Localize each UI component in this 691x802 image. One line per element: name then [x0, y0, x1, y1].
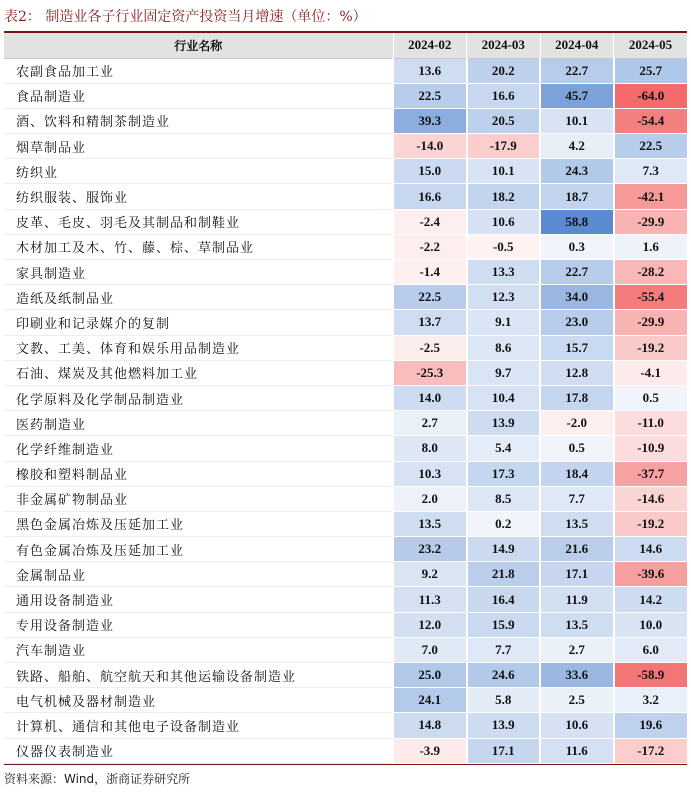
- value-cell: 13.9: [467, 411, 541, 436]
- bottom-rule: [4, 764, 687, 765]
- value-cell: 11.6: [540, 738, 614, 763]
- value-cell: 58.8: [540, 209, 614, 234]
- value-cell: 17.1: [540, 562, 614, 587]
- value-cell: -14.6: [614, 486, 688, 511]
- table-row: [4, 310, 687, 335]
- value-cell: 22.5: [393, 285, 467, 310]
- value-cell: 0.2: [467, 511, 541, 536]
- value-cell: 17.8: [540, 385, 614, 410]
- industry-name: 计算机、通信和其他电子设备制造业: [4, 713, 393, 738]
- table-body: [4, 58, 687, 763]
- value-cell: 17.3: [467, 461, 541, 486]
- value-cell: 25.7: [614, 58, 688, 83]
- table-row: [4, 385, 687, 410]
- value-cell: -54.4: [614, 108, 688, 133]
- value-cell: -29.9: [614, 310, 688, 335]
- value-cell: 11.9: [540, 587, 614, 612]
- value-cell: 10.6: [540, 713, 614, 738]
- value-cell: 33.6: [540, 663, 614, 688]
- value-cell: 8.5: [467, 486, 541, 511]
- value-cell: -10.9: [614, 436, 688, 461]
- value-cell: 22.5: [614, 134, 688, 159]
- value-cell: -2.4: [393, 209, 467, 234]
- industry-name: 食品制造业: [4, 83, 393, 108]
- value-cell: 4.2: [540, 134, 614, 159]
- industry-name: 铁路、船舶、航空航天和其他运输设备制造业: [4, 663, 393, 688]
- value-cell: 17.1: [467, 738, 541, 763]
- industry-name: 皮革、毛皮、羽毛及其制品和制鞋业: [4, 209, 393, 234]
- value-cell: 18.4: [540, 461, 614, 486]
- value-cell: 9.1: [467, 310, 541, 335]
- value-cell: -42.1: [614, 184, 688, 209]
- table-row: [4, 184, 687, 209]
- value-cell: 14.0: [393, 385, 467, 410]
- industry-name: 通用设备制造业: [4, 587, 393, 612]
- industry-name: 酒、饮料和精制茶制造业: [4, 108, 393, 133]
- header-industry: 行业名称: [4, 33, 393, 58]
- industry-name: 仪器仪表制造业: [4, 738, 393, 763]
- value-cell: 13.9: [467, 713, 541, 738]
- value-cell: 45.7: [540, 83, 614, 108]
- value-cell: 0.5: [614, 385, 688, 410]
- value-cell: 6.0: [614, 637, 688, 662]
- value-cell: 12.8: [540, 360, 614, 385]
- industry-name: 农副食品加工业: [4, 58, 393, 83]
- industry-name: 印刷业和记录媒介的复制: [4, 310, 393, 335]
- value-cell: -0.5: [467, 234, 541, 259]
- table-row: [4, 285, 687, 310]
- table-row: [4, 461, 687, 486]
- industry-name: 文教、工美、体育和娱乐用品制造业: [4, 335, 393, 360]
- value-cell: 7.7: [467, 637, 541, 662]
- value-cell: -3.9: [393, 738, 467, 763]
- table-row: [4, 159, 687, 184]
- value-cell: 5.4: [467, 436, 541, 461]
- value-cell: 1.6: [614, 234, 688, 259]
- value-cell: 10.6: [467, 209, 541, 234]
- value-cell: -17.2: [614, 738, 688, 763]
- value-cell: -29.9: [614, 209, 688, 234]
- value-cell: 39.3: [393, 108, 467, 133]
- value-cell: 2.7: [393, 411, 467, 436]
- value-cell: 15.9: [467, 612, 541, 637]
- data-table: [4, 33, 687, 764]
- table-row: [4, 58, 687, 83]
- industry-name: 木材加工及木、竹、藤、棕、草制品业: [4, 234, 393, 259]
- table-row: [4, 713, 687, 738]
- table-row: [4, 108, 687, 133]
- value-cell: 18.2: [467, 184, 541, 209]
- industry-name: 电气机械及器材制造业: [4, 688, 393, 713]
- industry-name: 化学纤维制造业: [4, 436, 393, 461]
- value-cell: 22.7: [540, 260, 614, 285]
- value-cell: -2.5: [393, 335, 467, 360]
- value-cell: 10.1: [540, 108, 614, 133]
- value-cell: 16.4: [467, 587, 541, 612]
- value-cell: -28.2: [614, 260, 688, 285]
- table-row: [4, 436, 687, 461]
- table-row: [4, 486, 687, 511]
- table-row: [4, 411, 687, 436]
- table-row: [4, 209, 687, 234]
- value-cell: 12.3: [467, 285, 541, 310]
- industry-name: 非金属矿物制品业: [4, 486, 393, 511]
- value-cell: 21.6: [540, 537, 614, 562]
- value-cell: 23.2: [393, 537, 467, 562]
- table-row: [4, 360, 687, 385]
- value-cell: -64.0: [614, 83, 688, 108]
- value-cell: 2.7: [540, 637, 614, 662]
- industry-name: 烟草制品业: [4, 134, 393, 159]
- value-cell: 2.0: [393, 486, 467, 511]
- industry-name: 化学原料及化学制品制造业: [4, 385, 393, 410]
- value-cell: 23.0: [540, 310, 614, 335]
- value-cell: 21.8: [467, 562, 541, 587]
- value-cell: 16.6: [393, 184, 467, 209]
- industry-name: 黑色金属冶炼及压延加工业: [4, 511, 393, 536]
- value-cell: 10.4: [467, 385, 541, 410]
- value-cell: 16.6: [467, 83, 541, 108]
- value-cell: -37.7: [614, 461, 688, 486]
- value-cell: 2.5: [540, 688, 614, 713]
- value-cell: -39.6: [614, 562, 688, 587]
- value-cell: -2.0: [540, 411, 614, 436]
- value-cell: -55.4: [614, 285, 688, 310]
- table-row: [4, 537, 687, 562]
- value-cell: 0.5: [540, 436, 614, 461]
- value-cell: 34.0: [540, 285, 614, 310]
- value-cell: 24.6: [467, 663, 541, 688]
- value-cell: 19.6: [614, 713, 688, 738]
- value-cell: -14.0: [393, 134, 467, 159]
- industry-name: 纺织业: [4, 159, 393, 184]
- value-cell: 18.7: [540, 184, 614, 209]
- table-row: [4, 260, 687, 285]
- value-cell: 7.7: [540, 486, 614, 511]
- table-row: [4, 587, 687, 612]
- value-cell: 14.8: [393, 713, 467, 738]
- table-row: [4, 612, 687, 637]
- value-cell: 25.0: [393, 663, 467, 688]
- value-cell: 12.0: [393, 612, 467, 637]
- industry-name: 石油、煤炭及其他燃料加工业: [4, 360, 393, 385]
- industry-name: 汽车制造业: [4, 637, 393, 662]
- table-row: [4, 234, 687, 259]
- value-cell: -25.3: [393, 360, 467, 385]
- value-cell: 13.5: [393, 511, 467, 536]
- value-cell: 9.2: [393, 562, 467, 587]
- value-cell: 7.0: [393, 637, 467, 662]
- value-cell: 24.1: [393, 688, 467, 713]
- value-cell: 20.5: [467, 108, 541, 133]
- value-cell: -58.9: [614, 663, 688, 688]
- value-cell: 8.6: [467, 335, 541, 360]
- value-cell: 3.2: [614, 688, 688, 713]
- table-row: [4, 511, 687, 536]
- value-cell: 13.7: [393, 310, 467, 335]
- industry-name: 造纸及纸制品业: [4, 285, 393, 310]
- table-title: 表2： 制造业各子行业固定资产投资当月增速（单位：%）: [4, 9, 367, 25]
- value-cell: -19.2: [614, 335, 688, 360]
- value-cell: 13.6: [393, 58, 467, 83]
- value-cell: 8.0: [393, 436, 467, 461]
- value-cell: -19.2: [614, 511, 688, 536]
- table-row: [4, 688, 687, 713]
- value-cell: 9.7: [467, 360, 541, 385]
- value-cell: 7.3: [614, 159, 688, 184]
- header-2024-05: 2024-05: [614, 33, 688, 58]
- industry-name: 纺织服装、服饰业: [4, 184, 393, 209]
- industry-name: 医药制造业: [4, 411, 393, 436]
- value-cell: -17.9: [467, 134, 541, 159]
- industry-name: 金属制品业: [4, 562, 393, 587]
- value-cell: 5.8: [467, 688, 541, 713]
- value-cell: 22.7: [540, 58, 614, 83]
- value-cell: 0.3: [540, 234, 614, 259]
- value-cell: 13.5: [540, 612, 614, 637]
- industry-name: 专用设备制造业: [4, 612, 393, 637]
- value-cell: -11.0: [614, 411, 688, 436]
- header-2024-04: 2024-04: [540, 33, 614, 58]
- value-cell: 22.5: [393, 83, 467, 108]
- header-2024-03: 2024-03: [467, 33, 541, 58]
- value-cell: 13.3: [467, 260, 541, 285]
- value-cell: -1.4: [393, 260, 467, 285]
- value-cell: 15.7: [540, 335, 614, 360]
- table-row: [4, 738, 687, 763]
- value-cell: 10.0: [614, 612, 688, 637]
- value-cell: 15.0: [393, 159, 467, 184]
- table-row: [4, 134, 687, 159]
- value-cell: 14.6: [614, 537, 688, 562]
- value-cell: 10.3: [393, 461, 467, 486]
- value-cell: 14.9: [467, 537, 541, 562]
- value-cell: -2.2: [393, 234, 467, 259]
- value-cell: -4.1: [614, 360, 688, 385]
- value-cell: 24.3: [540, 159, 614, 184]
- table-row: [4, 335, 687, 360]
- industry-name: 有色金属冶炼及压延加工业: [4, 537, 393, 562]
- header-row: [4, 33, 687, 58]
- header-2024-02: 2024-02: [393, 33, 467, 58]
- industry-name: 橡胶和塑料制品业: [4, 461, 393, 486]
- source-note: 资料来源：Wind，浙商证券研究所: [4, 772, 191, 786]
- value-cell: 10.1: [467, 159, 541, 184]
- table-row: [4, 637, 687, 662]
- value-cell: 13.5: [540, 511, 614, 536]
- value-cell: 14.2: [614, 587, 688, 612]
- table-row: [4, 562, 687, 587]
- table-row: [4, 663, 687, 688]
- value-cell: 20.2: [467, 58, 541, 83]
- table-row: [4, 83, 687, 108]
- value-cell: 11.3: [393, 587, 467, 612]
- industry-name: 家具制造业: [4, 260, 393, 285]
